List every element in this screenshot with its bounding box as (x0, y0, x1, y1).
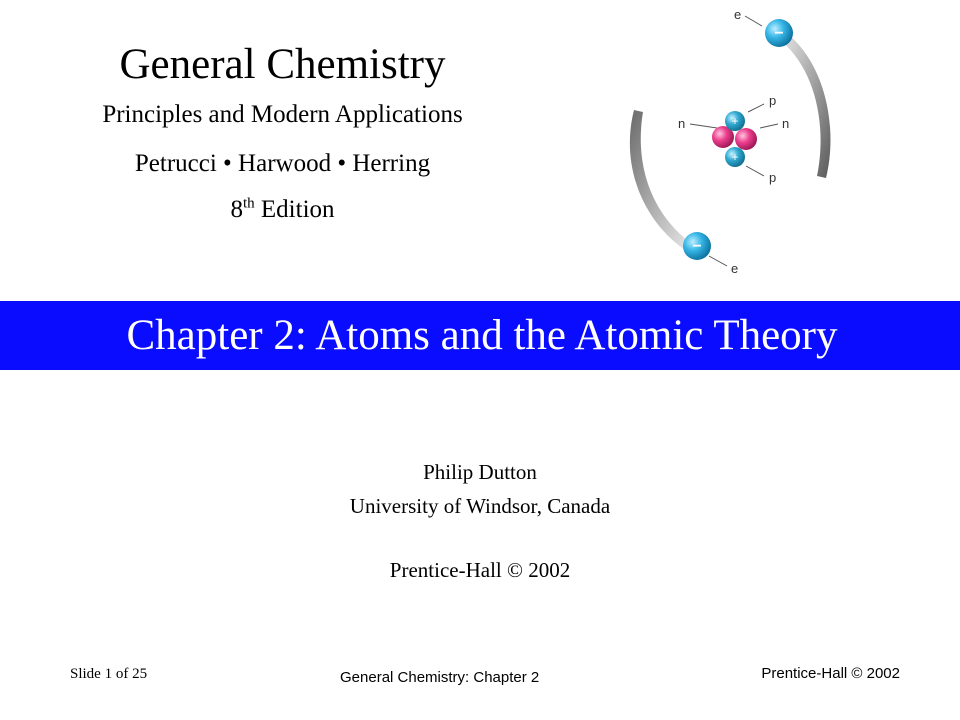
orbit-arc-lower (630, 110, 698, 256)
book-authors: Petrucci • Harwood • Herring (134, 150, 431, 177)
edition-suffix: th (242, 195, 255, 212)
book-subtitle: Principles and Modern Applications (102, 101, 463, 128)
neutron-label-left: n (678, 116, 686, 131)
book-title: General Chemistry (119, 41, 446, 88)
svg-text:+: + (731, 150, 739, 164)
chapter-banner (0, 301, 960, 370)
author-name: Philip Dutton (423, 460, 537, 484)
footer-course: General Chemistry: Chapter 2 (340, 669, 540, 686)
publisher-credit: Prentice-Hall © 2002 (389, 558, 571, 582)
electron-label-top: e (734, 7, 742, 22)
proton-label-top: p (769, 93, 777, 108)
author-affiliation: University of Windsor, Canada (349, 494, 611, 518)
electron-label-bottom: e (731, 261, 739, 276)
atom-diagram (612, 0, 852, 290)
svg-text:+: + (731, 114, 739, 128)
proton-label-bottom: p (769, 170, 777, 185)
orbit-arc-upper (775, 28, 830, 178)
footer-copyright: Prentice-Hall © 2002 (761, 665, 900, 682)
svg-text:−: − (692, 238, 702, 255)
svg-text:−: − (774, 25, 784, 42)
edition-label: Edition (254, 196, 335, 223)
book-edition (60, 193, 505, 227)
neutron-right (735, 128, 757, 150)
neutron-label-right: n (782, 116, 790, 131)
slide-number: Slide 1 of 25 (70, 666, 148, 682)
edition-number: 8 (230, 196, 243, 223)
chapter-title: Chapter 2: Atoms and the Atomic Theory (126, 311, 838, 359)
